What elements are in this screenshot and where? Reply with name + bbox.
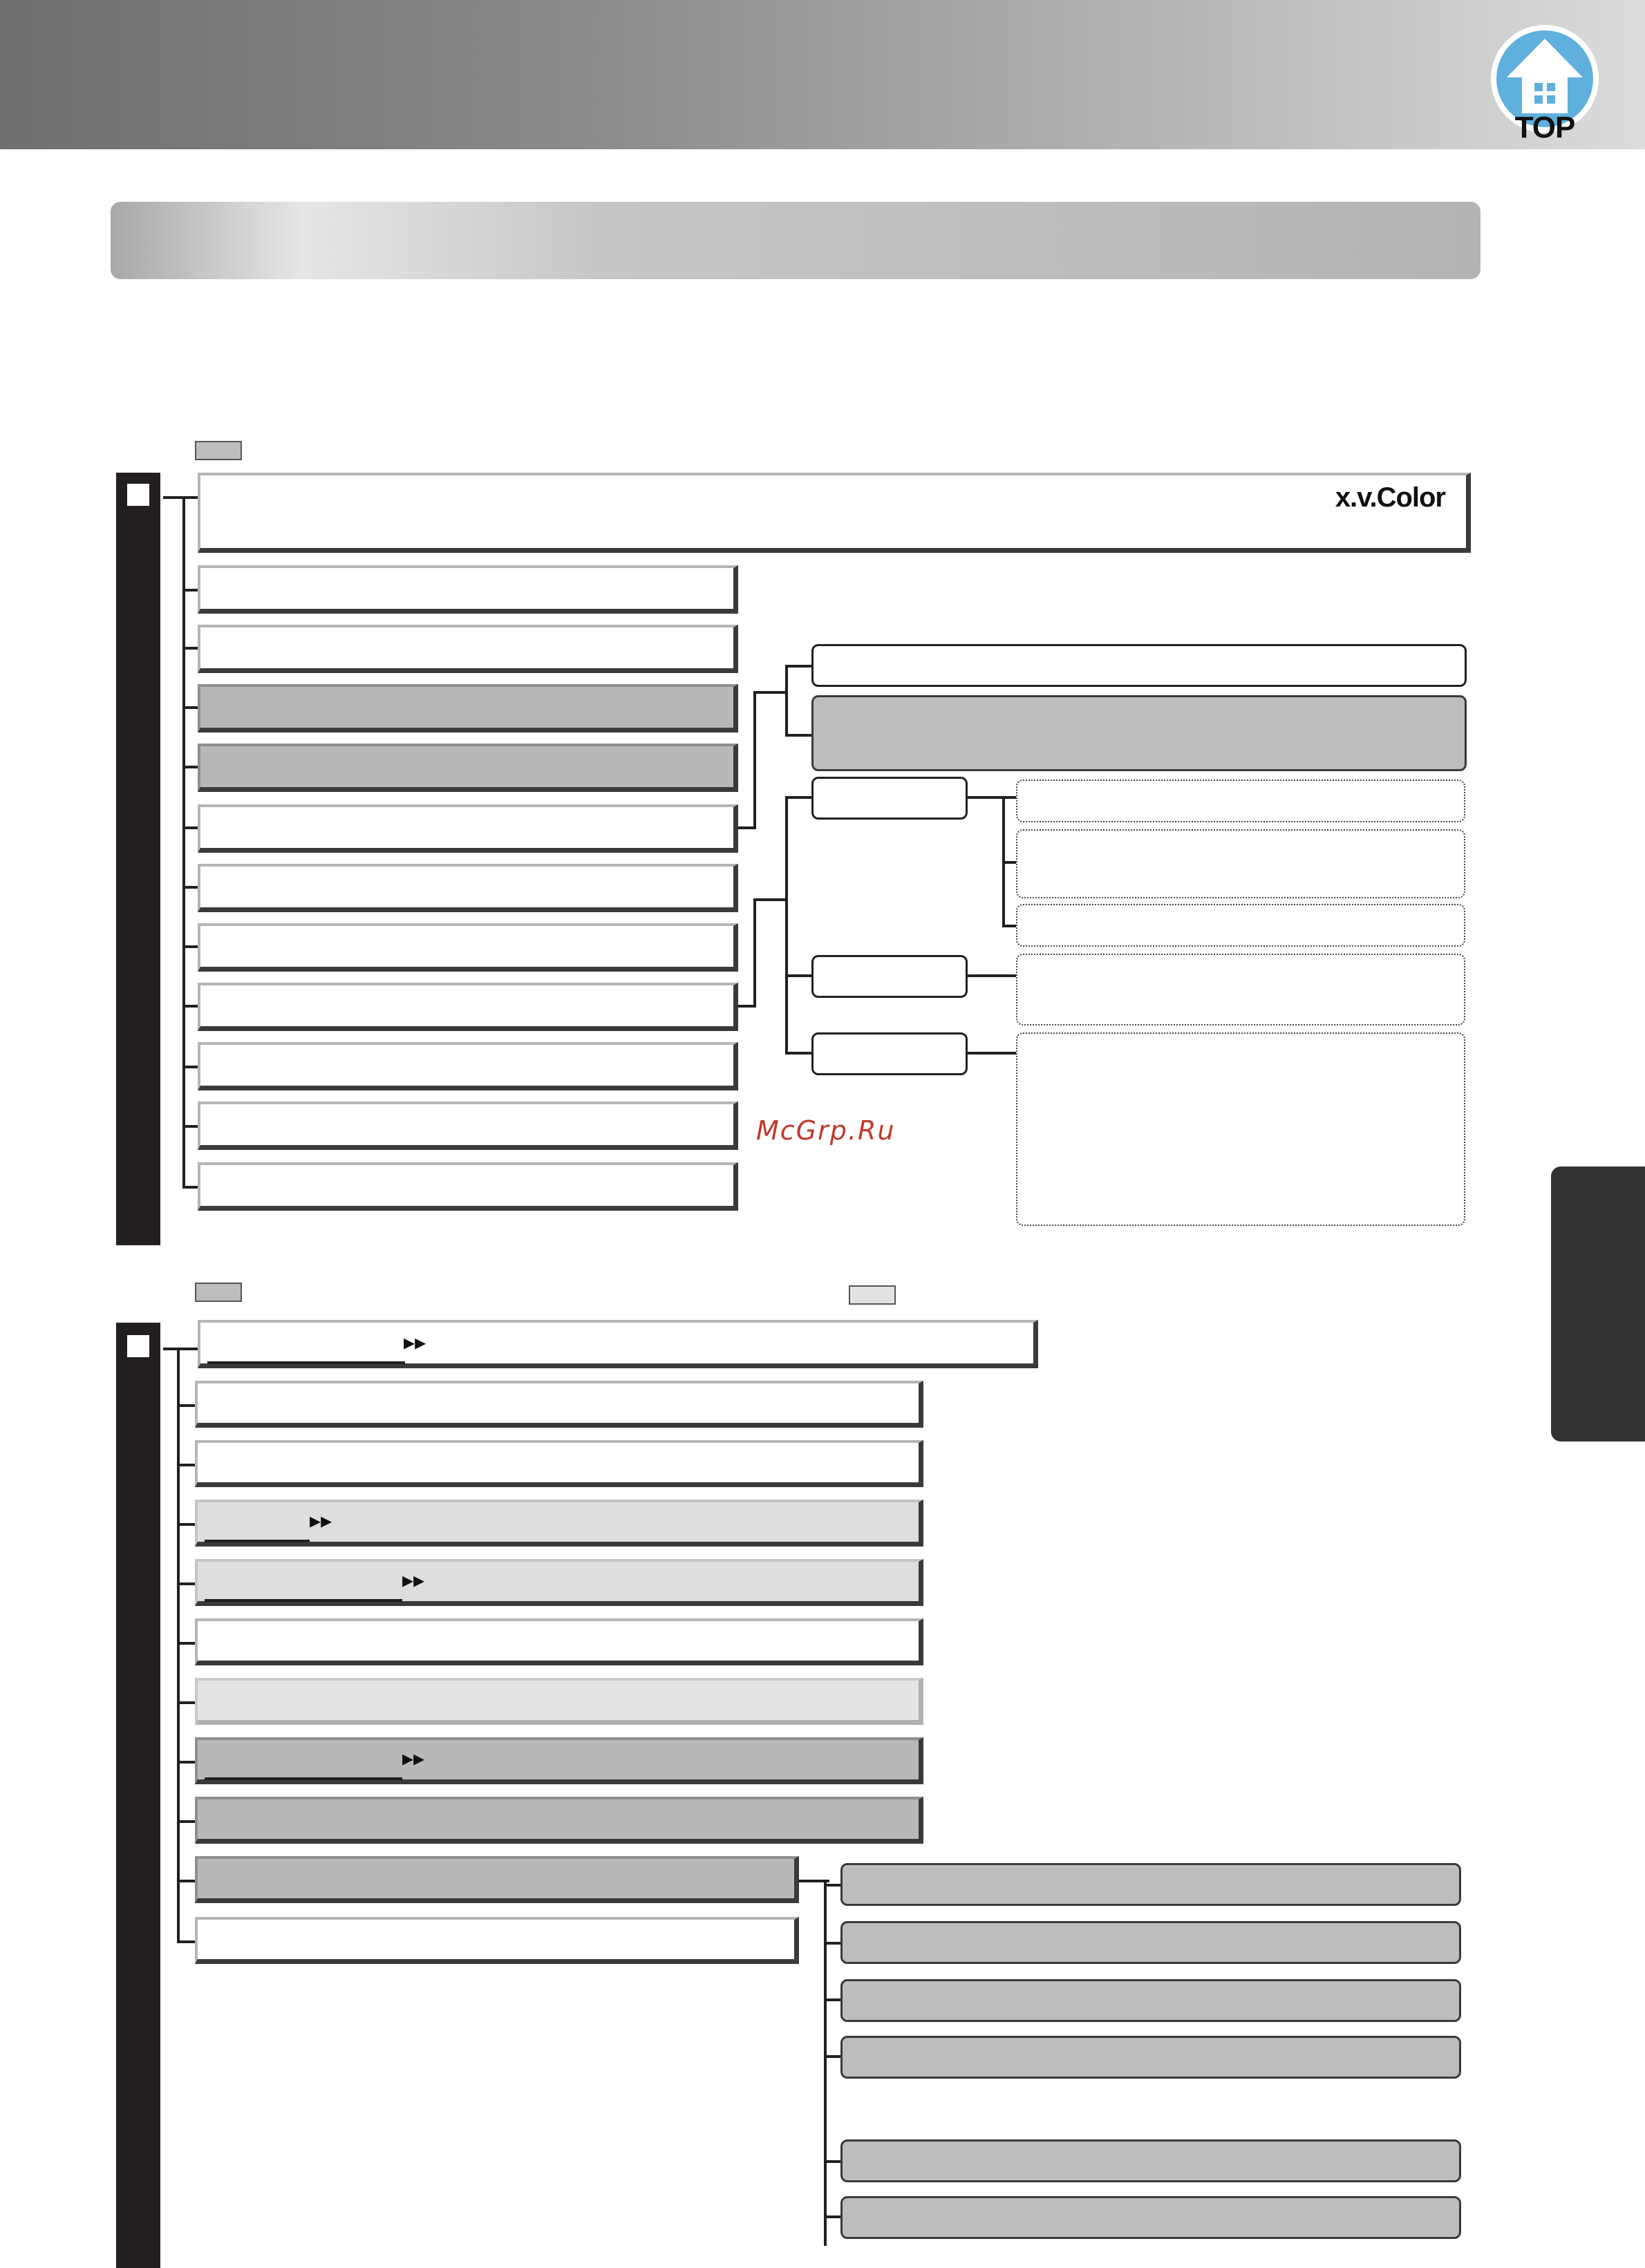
branch-link	[738, 1005, 755, 1008]
branch-link	[824, 1880, 827, 2246]
link-underline	[207, 1361, 405, 1364]
s2-menu-item-11[interactable]	[195, 1917, 799, 1964]
branch-link	[785, 734, 813, 737]
branch-link	[785, 796, 788, 1055]
section-2-spine	[116, 1323, 160, 2268]
link-underline	[205, 1599, 402, 1602]
s2-sub-option-6[interactable]	[840, 2196, 1461, 2239]
branch-tick	[182, 647, 199, 650]
double-right-arrow-icon: ▸▸	[402, 1745, 425, 1771]
section-2-branch	[163, 1348, 199, 1350]
s2-sub-option-2[interactable]	[840, 1921, 1461, 1964]
branch-tick	[182, 945, 199, 948]
menu-item-7[interactable]	[198, 923, 738, 972]
detail-box-5	[1016, 1032, 1465, 1226]
section-1-marker	[126, 482, 151, 507]
menu-item-5[interactable]	[198, 804, 738, 853]
s2-menu-item-2[interactable]	[195, 1381, 923, 1428]
s2-menu-item-7[interactable]	[195, 1678, 923, 1725]
branch-tick	[182, 886, 199, 889]
s2-menu-item-1[interactable]	[198, 1320, 1038, 1368]
branch-link	[785, 974, 813, 977]
s2-menu-item-3[interactable]	[195, 1440, 923, 1487]
menu-item-6[interactable]	[198, 864, 738, 912]
branch-link	[785, 1052, 813, 1055]
branch-tick	[824, 1884, 842, 1887]
menu-item-8[interactable]	[198, 983, 738, 1031]
s2-sub-option-5[interactable]	[840, 2139, 1461, 2182]
s2-menu-item-8[interactable]	[195, 1737, 923, 1784]
detail-box-4	[1016, 954, 1465, 1026]
branch-tick	[182, 1005, 199, 1008]
picture-mode-box[interactable]	[198, 473, 1471, 553]
link-underline	[205, 1777, 402, 1780]
branch-link	[785, 796, 813, 799]
section-1-spine	[116, 473, 160, 1245]
double-right-arrow-icon: ▸▸	[402, 1567, 425, 1593]
s2-menu-item-4[interactable]	[195, 1500, 923, 1547]
link-underline	[205, 1540, 310, 1542]
section-2-legend-chip	[849, 1285, 896, 1305]
branch-link	[968, 1052, 1017, 1055]
branch-link	[753, 898, 756, 1008]
double-right-arrow-icon: ▸▸	[310, 1507, 332, 1533]
detail-box-3	[1016, 904, 1465, 947]
branch-tick	[182, 1125, 199, 1128]
s2-sub-option-4[interactable]	[840, 2036, 1461, 2079]
watermark-text: McGrp.Ru	[756, 1115, 896, 1146]
detail-box-2	[1016, 829, 1465, 898]
branch-tick	[824, 1998, 842, 2001]
s2-menu-item-9[interactable]	[195, 1797, 923, 1844]
branch-link	[753, 691, 756, 829]
branch-link	[968, 796, 1017, 799]
branch-link	[753, 691, 787, 694]
branch-link	[785, 665, 788, 737]
header-band	[0, 0, 1645, 149]
section-1-label-chip	[195, 441, 242, 460]
branch-link	[738, 826, 755, 829]
section-2-label-chip	[195, 1283, 242, 1302]
menu-item-10[interactable]	[198, 1102, 738, 1150]
sub-option-c[interactable]	[811, 1032, 968, 1075]
s2-menu-item-10[interactable]	[195, 1856, 799, 1903]
s2-sub-option-3[interactable]	[840, 1979, 1461, 2022]
branch-link	[968, 974, 1017, 977]
section-1-connector	[182, 498, 185, 1189]
branch-link	[1002, 861, 1017, 864]
detail-box-1	[1016, 779, 1465, 822]
s2-sub-option-1[interactable]	[840, 1863, 1461, 1906]
menu-item-2[interactable]	[198, 625, 738, 673]
branch-tick	[824, 2160, 842, 2163]
branch-tick	[182, 1186, 199, 1189]
menu-item-4[interactable]	[198, 744, 738, 792]
branch-tick	[824, 2055, 842, 2058]
submenu-option-2[interactable]	[811, 695, 1467, 771]
top-button-label: TOP	[1514, 111, 1575, 144]
section-1-branch	[163, 496, 199, 499]
branch-link	[1002, 925, 1017, 927]
chapter-side-tab[interactable]	[1551, 1166, 1645, 1442]
menu-item-11[interactable]	[198, 1162, 738, 1211]
s2-menu-item-6[interactable]	[195, 1618, 923, 1665]
menu-item-9[interactable]	[198, 1042, 738, 1090]
branch-tick	[824, 1942, 842, 1945]
s2-menu-item-5[interactable]	[195, 1559, 923, 1606]
submenu-option-1[interactable]	[811, 644, 1467, 687]
branch-tick	[182, 826, 199, 829]
branch-tick	[182, 706, 199, 709]
menu-item-1[interactable]	[198, 565, 738, 614]
branch-link	[785, 665, 813, 668]
sub-option-a[interactable]	[811, 777, 968, 820]
branch-tick	[182, 1066, 199, 1068]
branch-link	[753, 898, 787, 901]
double-right-arrow-icon: ▸▸	[404, 1329, 426, 1355]
menu-item-3[interactable]	[198, 684, 738, 733]
branch-tick	[824, 2215, 842, 2218]
section-2-marker	[126, 1334, 151, 1359]
sub-option-b[interactable]	[811, 955, 968, 998]
xv-color-badge: x.v.Color	[1335, 482, 1445, 513]
branch-tick	[182, 589, 199, 592]
section-2-connector	[177, 1348, 180, 1943]
branch-tick	[182, 766, 199, 768]
section-title-bar	[111, 202, 1480, 279]
